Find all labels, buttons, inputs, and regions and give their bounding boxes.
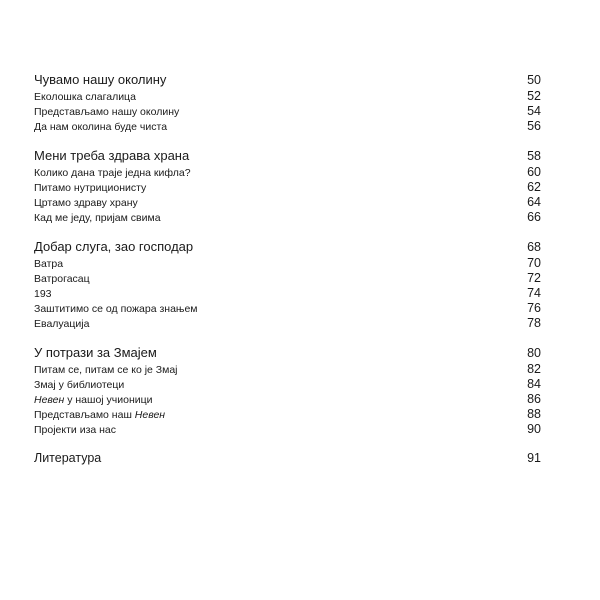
toc-entry [34, 180, 541, 195]
toc-entry [34, 119, 541, 134]
toc-entry [34, 256, 541, 271]
entry-title: Цртамо здраву храну [34, 197, 138, 209]
toc-entry [34, 392, 541, 407]
toc-entry [34, 377, 541, 392]
toc-entry [34, 422, 541, 437]
literature-page-number: 91 [527, 451, 541, 465]
toc-entry [34, 210, 541, 225]
entry-page-number: 72 [527, 271, 541, 285]
entry-title: Заштитимо се од пожара знањем [34, 303, 198, 315]
entry-title: Питам се, питам се ко је Змај [34, 364, 178, 376]
toc-entry [34, 362, 541, 377]
toc-entry [34, 316, 541, 331]
entry-title [34, 408, 165, 423]
toc-entry [34, 104, 541, 119]
section-title: Чувамо нашу околину [34, 72, 167, 87]
entry-title: 193 [34, 288, 52, 300]
toc-entry [34, 89, 541, 104]
entry-page-number: 86 [527, 392, 541, 406]
toc-entry [34, 407, 541, 422]
section-page-number: 58 [527, 149, 541, 163]
toc-entry [34, 271, 541, 286]
entry-title: Кад ме једу, пријам свима [34, 212, 161, 224]
entry-title: Евалуација [34, 318, 90, 330]
section-title: У потрази за Змајем [34, 345, 157, 360]
entry-page-number: 74 [527, 286, 541, 300]
entry-page-number: 70 [527, 256, 541, 270]
entry-page-number: 78 [527, 316, 541, 330]
entry-page-number: 56 [527, 119, 541, 133]
toc-section-heading [34, 343, 541, 362]
entry-page-number: 90 [527, 422, 541, 436]
entry-title [34, 393, 153, 408]
toc-section [34, 70, 541, 134]
toc-entry [34, 165, 541, 180]
entry-page-number: 54 [527, 104, 541, 118]
entry-page-number: 82 [527, 362, 541, 376]
toc-entry [34, 301, 541, 316]
entry-page-number: 88 [527, 407, 541, 421]
entry-title-italic: Невен [34, 394, 65, 406]
toc-section-heading [34, 70, 541, 89]
table-of-contents [34, 70, 541, 468]
section-title: Добар слуга, зао господар [34, 239, 194, 254]
entry-title: Еколошка слагалица [34, 91, 136, 103]
entry-page-number: 52 [527, 89, 541, 103]
section-page-number: 80 [527, 346, 541, 360]
entry-title: Ватра [34, 258, 64, 270]
entry-title: Питамо нутриционисту [34, 182, 147, 194]
entry-page-number: 64 [527, 195, 541, 209]
toc-literature-entry [34, 449, 541, 468]
toc-section [34, 146, 541, 225]
toc-section-heading [34, 237, 541, 256]
toc-section-heading [34, 146, 541, 165]
entry-title: Змај у библиотеци [34, 379, 125, 391]
entry-title: Ватрогасац [34, 273, 90, 285]
section-title: Мени треба здрава храна [34, 148, 190, 163]
entry-title: Да нам околина буде чиста [34, 121, 168, 133]
toc-entry [34, 286, 541, 301]
literature-title: Литература [34, 451, 102, 465]
entry-title-prefix: Представљамо наш [34, 409, 135, 421]
toc-section [34, 343, 541, 437]
entry-title: Пројекти иза нас [34, 424, 117, 436]
entry-page-number: 62 [527, 180, 541, 194]
entry-title-rest: у нашој учионици [64, 394, 153, 406]
entry-title: Представљамо нашу околину [34, 106, 180, 118]
entry-page-number: 76 [527, 301, 541, 315]
entry-title-italic: Невен [134, 409, 166, 421]
toc-entry [34, 195, 541, 210]
section-page-number: 68 [527, 240, 541, 254]
entry-title: Колико дана траје једна кифла? [34, 167, 191, 179]
entry-page-number: 60 [527, 165, 541, 179]
section-page-number: 50 [527, 73, 541, 87]
entry-page-number: 66 [527, 210, 541, 224]
entry-page-number: 84 [527, 377, 541, 391]
toc-section [34, 237, 541, 331]
